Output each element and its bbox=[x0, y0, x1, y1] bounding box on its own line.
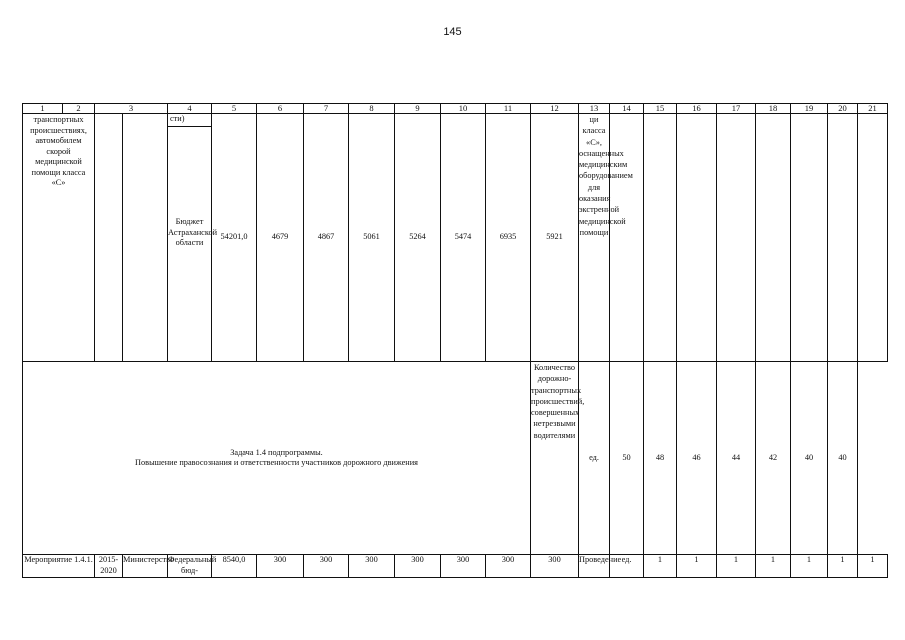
header-cell: 8 bbox=[349, 104, 395, 114]
target-cell: 1 bbox=[791, 555, 828, 578]
value-cell: 5474 bbox=[441, 114, 486, 362]
value-cell: 300 bbox=[486, 555, 531, 578]
value-cell: 300 bbox=[531, 555, 579, 578]
value-cell: 300 bbox=[304, 555, 349, 578]
target-cell: 42 bbox=[756, 362, 791, 555]
empty-cell bbox=[95, 114, 123, 362]
value-cell: 300 bbox=[257, 555, 304, 578]
header-cell: 16 bbox=[677, 104, 717, 114]
value-cell: 300 bbox=[441, 555, 486, 578]
value-cell: 6935 bbox=[486, 114, 531, 362]
value-cell: 5061 bbox=[349, 114, 395, 362]
funding-source-label: Бюджет Астраханской области bbox=[168, 217, 218, 247]
header-cell: 7 bbox=[304, 104, 349, 114]
empty-cell bbox=[677, 114, 717, 362]
indicator-cell: Проведение bbox=[579, 555, 610, 578]
indicator-cell: Количество дорожно-транспортных происшествий, совершенных нетрезвыми водителями bbox=[531, 362, 579, 555]
empty-cell bbox=[828, 114, 858, 362]
target-cell: 46 bbox=[677, 362, 717, 555]
program-table bbox=[22, 103, 888, 578]
funding-source-cell: Федеральный бюд- bbox=[168, 555, 212, 578]
header-cell: 5 bbox=[212, 104, 257, 114]
executor-cell: Министерство bbox=[123, 555, 168, 578]
table-row bbox=[23, 114, 888, 362]
task-title: Задача 1.4 подпрограммы. bbox=[230, 447, 323, 457]
value-cell: 300 bbox=[349, 555, 395, 578]
target-cell: 1 bbox=[858, 555, 888, 578]
empty-cell bbox=[858, 114, 888, 362]
target-cell: 48 bbox=[644, 362, 677, 555]
target-cell: 1 bbox=[828, 555, 858, 578]
value-cell: 54201,0 bbox=[212, 114, 257, 362]
empty-cell bbox=[791, 114, 828, 362]
empty-cell bbox=[644, 114, 677, 362]
value-cell: 5921 bbox=[531, 114, 579, 362]
value-cell: 4679 bbox=[257, 114, 304, 362]
table-row bbox=[23, 555, 888, 578]
header-cell: 2 bbox=[63, 104, 95, 114]
header-cell: 14 bbox=[610, 104, 644, 114]
empty-cell bbox=[756, 114, 791, 362]
header-cell: 6 bbox=[257, 104, 304, 114]
unit-cell: ед. bbox=[579, 362, 610, 555]
target-cell: 1 bbox=[677, 555, 717, 578]
header-cell: 18 bbox=[756, 104, 791, 114]
value-cell: 300 bbox=[395, 555, 441, 578]
event-name-cell: транспортных происшествиях, автомобилем скорой медицинской помощи класса «С» bbox=[23, 114, 95, 362]
target-cell: 44 bbox=[717, 362, 756, 555]
target-cell: 1 bbox=[644, 555, 677, 578]
value-cell: 8540,0 bbox=[212, 555, 257, 578]
header-cell: 20 bbox=[828, 104, 858, 114]
target-cell: 50 bbox=[610, 362, 644, 555]
target-cell: 40 bbox=[828, 362, 858, 555]
empty-cell bbox=[717, 114, 756, 362]
header-cell: 11 bbox=[486, 104, 531, 114]
page-number: 145 bbox=[443, 26, 462, 38]
funding-source-cell bbox=[168, 114, 218, 362]
task-description: Повышение правосознания и ответственности участников дорожного движения bbox=[135, 458, 418, 467]
empty-cell bbox=[123, 114, 168, 362]
header-cell: 9 bbox=[395, 104, 441, 114]
unit-cell: ед. bbox=[610, 555, 644, 578]
header-cell: 13 bbox=[579, 104, 610, 114]
header-cell: 10 bbox=[441, 104, 486, 114]
header-cell: 19 bbox=[791, 104, 828, 114]
value-cell: 5264 bbox=[395, 114, 441, 362]
header-cell: 3 bbox=[95, 104, 168, 114]
indicator-cell: ци класса «С», оснащенных медицинским оборудованием для оказания экстренной медицинской помощи bbox=[579, 114, 610, 362]
header-cell: 4 bbox=[168, 104, 212, 114]
value-cell: 4867 bbox=[304, 114, 349, 362]
header-cell: 1 bbox=[23, 104, 63, 114]
header-cell: 21 bbox=[858, 104, 888, 114]
task-heading-cell bbox=[23, 362, 531, 555]
funding-source-continuation: сти) bbox=[168, 114, 211, 127]
target-cell: 40 bbox=[791, 362, 828, 555]
target-cell: 1 bbox=[717, 555, 756, 578]
header-cell: 17 bbox=[717, 104, 756, 114]
period-cell: 2015-2020 bbox=[95, 555, 123, 578]
table-row bbox=[23, 362, 888, 555]
header-row bbox=[23, 104, 888, 114]
target-cell: 1 bbox=[756, 555, 791, 578]
header-cell: 12 bbox=[531, 104, 579, 114]
header-cell: 15 bbox=[644, 104, 677, 114]
event-name-cell: Мероприятие 1.4.1. bbox=[23, 555, 95, 578]
